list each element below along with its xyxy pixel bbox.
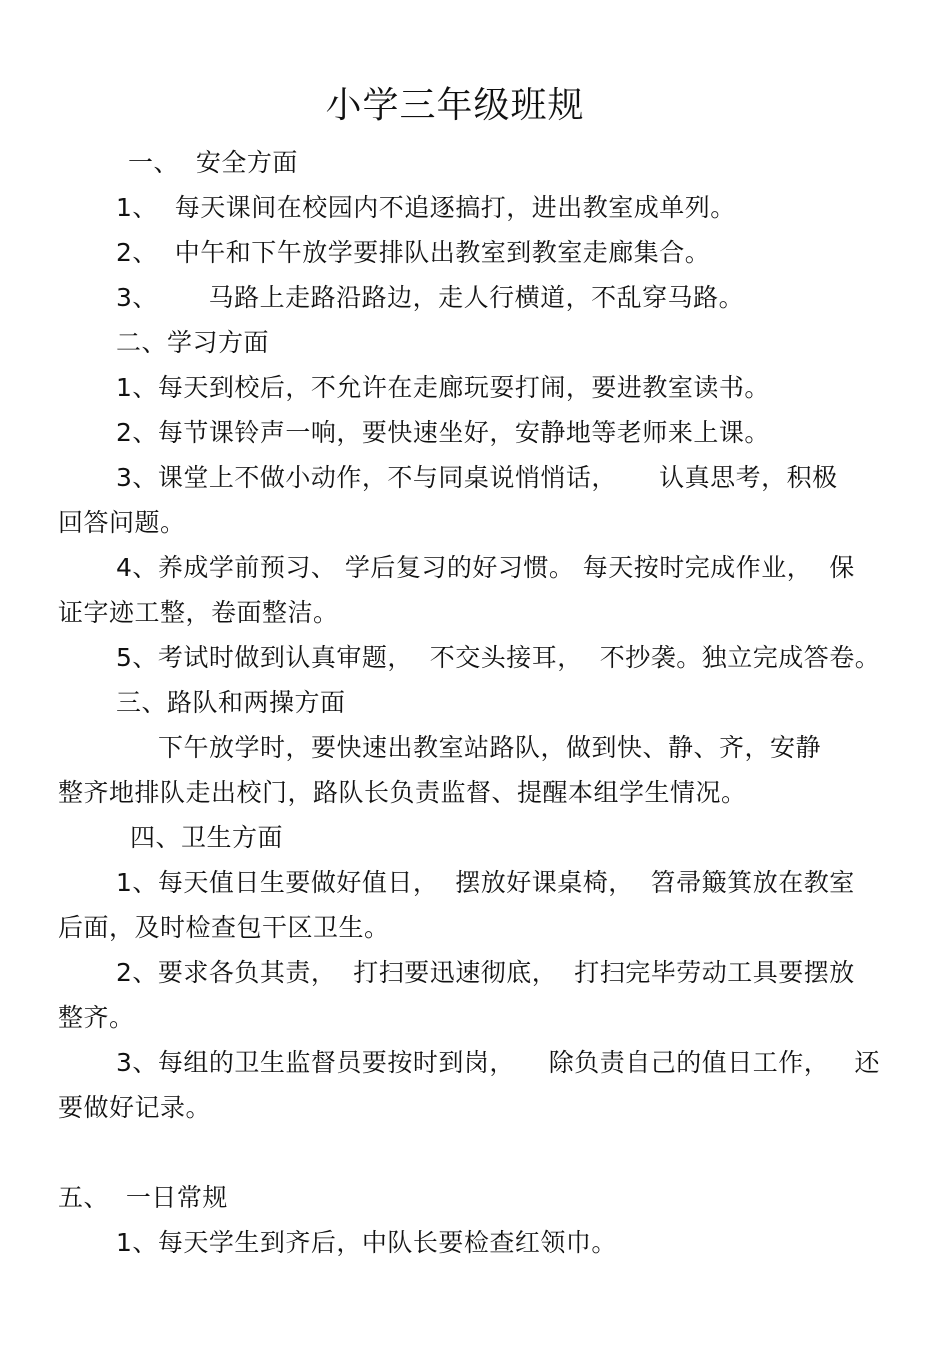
rule-line: 2、每节课铃声一响，要快速坐好，安静地等老师来上课。 bbox=[116, 418, 770, 447]
document-title: 小学三年级班规 bbox=[325, 85, 585, 126]
rule-line: 1、每天值日生要做好值日， 摆放好课桌椅， 笤帚簸箕放在教室 bbox=[116, 868, 855, 897]
rule-line: 下午放学时，要快速出教室站路队，做到快、静、齐，安静 bbox=[158, 733, 822, 762]
rule-line-continued: 后面，及时检查包干区卫生。 bbox=[58, 913, 390, 942]
rule-line-continued: 回答问题。 bbox=[58, 508, 186, 537]
section-heading-study: 二、学习方面 bbox=[116, 328, 270, 357]
section-heading-safety: 一、 安全方面 bbox=[128, 148, 298, 177]
rule-line-continued: 证字迹工整，卷面整洁。 bbox=[58, 598, 339, 627]
rule-line: 4、养成学前预习、 学后复习的好习惯。 每天按时完成作业， 保 bbox=[116, 553, 855, 582]
section-heading-queue: 三、路队和两操方面 bbox=[116, 688, 346, 717]
rule-line: 1、每天到校后，不允许在走廊玩耍打闹，要进教室读书。 bbox=[116, 373, 770, 402]
rule-line: 1、 每天课间在校园内不追逐搞打，进出教室成单列。 bbox=[116, 193, 736, 222]
rule-line: 3、课堂上不做小动作，不与同桌说悄悄话， 认真思考，积极 bbox=[116, 463, 838, 492]
rule-line: 1、每天学生到齐后，中队长要检查红领巾。 bbox=[116, 1228, 617, 1257]
rule-line: 5、考试时做到认真审题， 不交头接耳， 不抄袭。独立完成答卷。 bbox=[116, 643, 881, 672]
rule-line: 2、 中午和下午放学要排队出教室到教室走廊集合。 bbox=[116, 238, 711, 267]
section-heading-hygiene: 四、卫生方面 bbox=[130, 823, 284, 852]
rule-line: 2、要求各负其责， 打扫要迅速彻底， 打扫完毕劳动工具要摆放 bbox=[116, 958, 855, 987]
rule-line: 3、每组的卫生监督员要按时到岗， 除负责自己的值日工作， 还 bbox=[116, 1048, 881, 1077]
rule-line: 3、 马路上走路沿路边，走人行横道，不乱穿马路。 bbox=[116, 283, 745, 312]
section-heading-daily: 五、 一日常规 bbox=[58, 1183, 228, 1212]
rule-line-continued: 整齐地排队走出校门，路队长负责监督、提醒本组学生情况。 bbox=[58, 778, 747, 807]
rule-line-continued: 整齐。 bbox=[58, 1003, 135, 1032]
rule-line-continued: 要做好记录。 bbox=[58, 1093, 212, 1122]
